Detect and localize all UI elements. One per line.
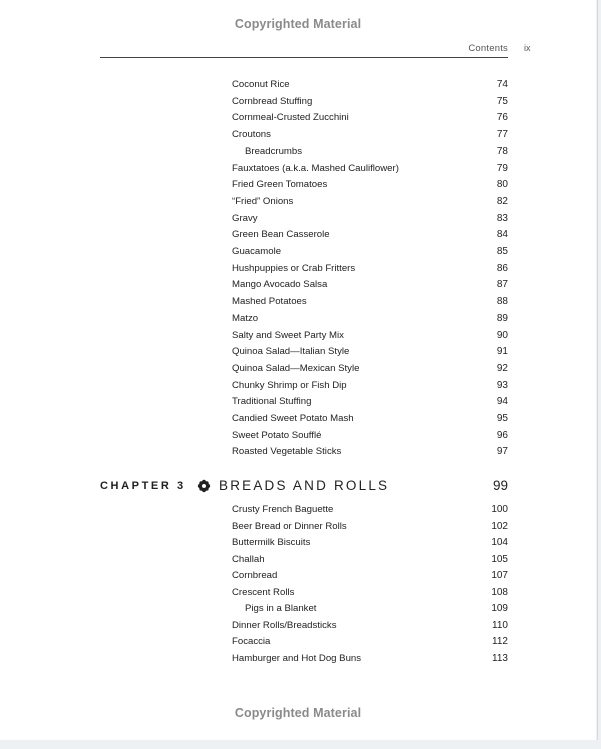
flower-ornament-icon — [197, 479, 211, 493]
toc-entry — [232, 619, 508, 633]
toc-entry-title: Cornbread Stuffing — [232, 95, 313, 107]
toc-entry — [232, 520, 508, 534]
chapter-title: BREADS AND ROLLS — [219, 478, 390, 493]
toc-entry-page: 97 — [496, 446, 508, 458]
toc-entry-title: Candied Sweet Potato Mash — [232, 413, 354, 424]
toc-entry — [232, 503, 508, 517]
toc-entry — [232, 228, 508, 242]
toc-entry-page: 75 — [496, 95, 508, 107]
toc-entry — [232, 362, 508, 376]
toc-entry-title: Traditional Stuffing — [232, 396, 312, 408]
toc-entry — [232, 278, 508, 292]
toc-entry — [232, 536, 508, 550]
toc-entry-title: Pigs in a Blanket — [245, 603, 317, 614]
toc-entry-page: 107 — [491, 570, 508, 581]
watermark-top: Copyrighted Material — [234, 17, 362, 31]
toc-entry-title: Cornbread — [232, 570, 278, 581]
toc-entry-page: 76 — [496, 112, 508, 124]
toc-entry — [232, 395, 508, 409]
chapter-label: CHAPTER 3 — [100, 480, 186, 492]
toc-entry-page: 93 — [496, 379, 508, 391]
toc-entry-page: 104 — [491, 537, 508, 548]
toc-entry-title: Challah — [232, 553, 265, 565]
toc-entry-page: 94 — [496, 396, 508, 408]
toc-entry-page: 80 — [496, 179, 508, 191]
toc-entry — [232, 162, 508, 176]
toc-entry-title: Salty and Sweet Party Mix — [232, 329, 344, 341]
toc-entry-page: 95 — [496, 413, 508, 424]
toc-entry-title: Roasted Vegetable Sticks — [232, 446, 342, 458]
toc-entry-page: 74 — [496, 79, 508, 90]
toc-entry-title: Focaccia — [232, 636, 271, 647]
toc-entry — [232, 553, 508, 567]
toc-entry-page: 91 — [496, 346, 508, 358]
toc-subentry — [245, 602, 508, 616]
toc-entry-title: Dinner Rolls/Breadsticks — [232, 619, 337, 631]
toc-entry-page: 87 — [496, 279, 508, 291]
toc-entry — [232, 329, 508, 343]
toc-entry — [232, 128, 508, 142]
toc-entry — [232, 95, 508, 109]
toc-entry-title: Quinoa Salad—Mexican Style — [232, 362, 360, 374]
toc-entry — [232, 569, 508, 583]
toc-entry-page: 86 — [496, 262, 508, 274]
toc-entry-page: 112 — [492, 636, 508, 647]
toc-entry-page: 109 — [491, 603, 508, 614]
running-head-title: Contents — [468, 43, 508, 54]
toc-entry-title: Fried Green Tomatoes — [232, 179, 328, 191]
toc-entry-page: 110 — [492, 619, 508, 631]
toc-entry-title: Hamburger and Hot Dog Buns — [232, 652, 362, 664]
toc-entry-page: 77 — [496, 129, 508, 141]
toc-entry-page: 100 — [491, 504, 508, 515]
toc-entry-title: Sweet Potato Soufflé — [232, 429, 322, 441]
toc-entry-title: Matzo — [232, 312, 259, 324]
toc-entry — [232, 195, 508, 209]
toc-entry — [232, 295, 508, 309]
toc-entry-title: Quinoa Salad—Italian Style — [232, 346, 350, 358]
toc-entry-title: Gravy — [232, 212, 258, 224]
toc-entry-page: 102 — [491, 520, 508, 532]
toc-entry — [232, 412, 508, 426]
toc-entry — [232, 312, 508, 326]
watermark-bottom: Copyrighted Material — [234, 706, 362, 720]
toc-entry-title: Hushpuppies or Crab Fritters — [232, 262, 356, 274]
toc-entry — [232, 635, 508, 649]
toc-entry-page: 90 — [496, 329, 508, 341]
toc-entry-title: Crescent Rolls — [232, 586, 295, 598]
page-edge — [597, 0, 598, 740]
toc-entry — [232, 178, 508, 192]
toc-entry — [232, 245, 508, 259]
toc-entry — [232, 445, 508, 459]
toc-entry — [232, 111, 508, 125]
toc-entry-title: Mango Avocado Salsa — [232, 279, 328, 291]
toc-entry-page: 83 — [496, 212, 508, 224]
toc-entry-page: 78 — [496, 145, 508, 157]
toc-subentry — [245, 145, 508, 159]
toc-entry-page: 105 — [491, 553, 508, 565]
toc-entry-title: Buttermilk Biscuits — [232, 537, 311, 548]
chapter-page-number: 99 — [492, 478, 508, 493]
toc-entry-title: Fauxtatoes (a.k.a. Mashed Cauliflower) — [232, 162, 399, 174]
toc-entry-page: 79 — [496, 162, 508, 174]
toc-entry-title: Breadcrumbs — [245, 145, 303, 157]
toc-entry-page: 96 — [496, 429, 508, 441]
toc-entry-page: 108 — [491, 586, 508, 598]
toc-entry — [232, 262, 508, 276]
toc-entry-page: 89 — [496, 312, 508, 324]
running-head-page-number: ix — [524, 43, 531, 53]
toc-entry-page: 92 — [496, 362, 508, 374]
toc-entry-title: Croutons — [232, 129, 271, 141]
toc-entry-title: “Fried” Onions — [232, 195, 294, 207]
toc-entry-page: 85 — [496, 246, 508, 257]
toc-entry-page: 113 — [492, 652, 508, 664]
chapter-heading — [100, 477, 508, 495]
toc-entry — [232, 78, 508, 92]
toc-entry-title: Chunky Shrimp or Fish Dip — [232, 379, 347, 391]
toc-entry-title: Beer Bread or Dinner Rolls — [232, 520, 347, 532]
toc-entry — [232, 586, 508, 600]
toc-entry-page: 82 — [496, 195, 508, 207]
toc-entry-page: 88 — [496, 296, 508, 308]
toc-entry-title: Cornmeal-Crusted Zucchini — [232, 112, 349, 124]
toc-entry — [232, 379, 508, 393]
toc-entry — [232, 345, 508, 359]
toc-entry — [232, 429, 508, 443]
toc-entry-title: Crusty French Baguette — [232, 504, 334, 515]
toc-entry-title: Green Bean Casserole — [232, 229, 330, 241]
toc-entry — [232, 212, 508, 226]
toc-entry-page: 84 — [496, 229, 508, 241]
toc-entry-title: Guacamole — [232, 246, 282, 257]
toc-entry-title: Mashed Potatoes — [232, 296, 307, 308]
toc-entry — [232, 652, 508, 666]
running-head — [100, 43, 508, 58]
toc-entry-title: Coconut Rice — [232, 79, 290, 90]
